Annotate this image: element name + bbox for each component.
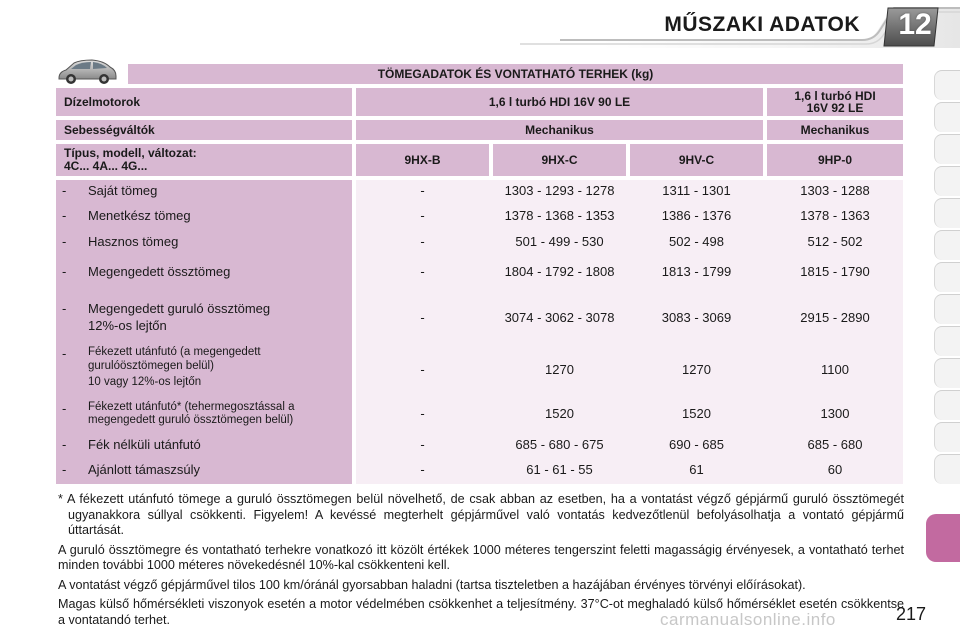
table-cell: 1100 [821, 362, 849, 377]
engine-b-line1: 1,6 l turbó HDI [794, 89, 876, 103]
gearbox-b-text: Mechanikus [800, 123, 870, 137]
side-tab[interactable] [934, 358, 960, 388]
row-label-text: Saját tömeg [88, 183, 158, 198]
table-cell: 61 - 61 - 55 [526, 462, 593, 477]
side-tab[interactable] [934, 166, 960, 196]
engine-a-text: 1,6 l turbó HDI 16V 90 LE [488, 95, 631, 109]
row-label-text: Menetkész tömeg [88, 208, 191, 223]
table-cell: 1804 - 1792 - 1808 [504, 264, 615, 279]
row-label-cont-text: megengedett guruló össztömegen belül) [88, 414, 294, 426]
table-cell: 3074 - 3062 - 3078 [504, 310, 615, 325]
chapter-number: 12 [898, 8, 932, 41]
side-tab[interactable] [934, 134, 960, 164]
page-number: 217 [896, 604, 927, 624]
row-dash: - [62, 301, 67, 316]
row-dash: - [62, 346, 67, 361]
gearbox-label [56, 120, 352, 140]
row-label-text: Megengedett össztömeg [88, 264, 231, 279]
row-label-text: Fékezett utánfutó* (tehermegosztással a [88, 401, 295, 413]
row-dash: - [62, 437, 67, 452]
type-col-1 [356, 144, 489, 176]
page-title: MŰSZAKI ADATOK [664, 13, 860, 36]
table-cell: 3083 - 3069 [661, 310, 732, 325]
table-cell: 1378 - 1368 - 1353 [504, 208, 615, 223]
table-cell: 1386 - 1376 [661, 208, 732, 223]
row-dash: - [62, 183, 67, 198]
table-cell: - [420, 234, 425, 249]
side-tab[interactable] [934, 262, 960, 292]
watermark: carmanualsonline.info [660, 610, 836, 629]
row-sublabel-text: 10 vagy 12%-os lejtőn [88, 376, 202, 388]
note-paragraph: A vontatást végző gépjárművel tilos 100 km/óránál gyorsabban haladni (tartsa tiszteletben a hazájában érvényes törvényi előírásokat). [58, 577, 806, 592]
row-label-text: Ajánlott támaszsúly [88, 462, 200, 477]
table-cell: 501 - 499 - 530 [515, 234, 604, 249]
engine-label-text: Dízelmotorok [64, 95, 141, 109]
table-cell: 1815 - 1790 [800, 264, 870, 279]
type-col-1-text: 9HX-B [404, 153, 441, 167]
side-tab[interactable] [934, 294, 960, 324]
gearbox-b [767, 120, 903, 140]
table-cell: 1303 - 1293 - 1278 [504, 183, 615, 198]
engine-a [356, 88, 763, 116]
car-icon [56, 58, 118, 86]
table-cell: - [420, 437, 425, 452]
row-dash: - [62, 264, 67, 279]
table-cell: 1813 - 1799 [661, 264, 732, 279]
table-cell: 1270 [545, 362, 574, 377]
side-tab[interactable] [934, 198, 960, 228]
footnote: * A fékezett utánfutó tömege a guruló össztömegen belül növelhető, de csak abban az esetben, ha a vontatást végző gépjármű guruló össztömegét ugyanakkora súllyal csökkenti. Figyelem! A kevéssé megterhelt gépjárművel való vontatás kedvezőtlenül befolyásolhatja a vontató gépjármű úttartását. [58, 492, 904, 537]
table-cell: - [420, 183, 425, 198]
type-col-3 [630, 144, 763, 176]
table-cell: 1520 [682, 406, 711, 421]
engine-b [767, 88, 903, 116]
side-tab[interactable] [934, 102, 960, 132]
engine-b-line2: 16V 92 LE [806, 101, 864, 115]
note-paragraph: Magas külső hőmérsékleti viszonyok esetén a motor védelmében csökkenhet a teljesítmény. 37°C-ot meghaladó külső hőmérséklet esetén csökkentse a vontatandó terhet. [58, 597, 904, 627]
table-cell: 690 - 685 [669, 437, 724, 452]
row-dash: - [62, 208, 67, 223]
gearbox-a [356, 120, 763, 140]
type-label [56, 144, 352, 176]
row-sublabel-text: 12%-os lejtőn [88, 318, 167, 333]
type-label-line2: 4C... 4A... 4G... [64, 159, 148, 173]
table-cell: 512 - 502 [807, 234, 863, 249]
table-cell: - [420, 462, 425, 477]
row-label-text: Fékezett utánfutó (a megengedett [88, 346, 261, 358]
side-tab[interactable] [934, 230, 960, 260]
table-cell: 60 [827, 462, 843, 477]
side-tab[interactable] [934, 454, 960, 484]
side-tabs [926, 70, 960, 630]
table-cell: 1270 [682, 362, 711, 377]
table-cell: 1300 [820, 406, 850, 421]
table-cell: - [420, 208, 425, 223]
table-cell: 1378 - 1363 [800, 208, 870, 223]
table-cell: - [420, 310, 425, 325]
side-tab-active[interactable] [926, 514, 960, 562]
table-title: TÖMEGADATOK ÉS VONTATHATÓ TERHEK (kg) [128, 64, 903, 84]
type-col-4 [767, 144, 903, 176]
type-col-2-text: 9HX-C [541, 153, 578, 167]
side-tab[interactable] [934, 422, 960, 452]
type-col-3-text: 9HV-C [678, 153, 715, 167]
table-cell: - [420, 406, 425, 421]
table-cell: 1520 [545, 406, 574, 421]
row-dash: - [62, 462, 67, 477]
table-cell: 502 - 498 [669, 234, 724, 249]
row-label-text: Megengedett guruló össztömeg [88, 301, 271, 316]
table-cell: 685 - 680 [807, 437, 863, 452]
side-tab[interactable] [934, 70, 960, 100]
type-col-4-text: 9HP-0 [817, 153, 852, 167]
side-tab[interactable] [934, 326, 960, 356]
row-dash: - [62, 234, 67, 249]
table-cell: - [420, 264, 425, 279]
table-cell: - [420, 362, 425, 377]
table-cell: 1311 - 1301 [662, 183, 731, 198]
note-paragraph: A guruló össztömegre és vontatható terhekre vonatkozó itt közölt értékek 1000 méteres tengerszint feletti magasságig érvényesek, a vontatható terhet minden további 1000 méteres növekedésnél 10%-kal csökkenteni kell. [58, 542, 904, 572]
row-label-text: Hasznos tömeg [88, 234, 179, 249]
row-label-text: Fék nélküli utánfutó [88, 437, 201, 452]
row-label-cont-text: gurulóösztömegen belül) [88, 360, 214, 372]
table-cell: 61 [689, 462, 704, 477]
side-tab[interactable] [934, 390, 960, 420]
gearbox-label-text: Sebességváltók [64, 123, 155, 137]
row-dash: - [62, 401, 67, 416]
type-col-2 [493, 144, 626, 176]
engine-label [56, 88, 352, 116]
type-label-line1: Típus, modell, változat: [64, 146, 197, 160]
table-cell: 685 - 680 - 675 [515, 437, 604, 452]
gearbox-a-text: Mechanikus [525, 123, 594, 137]
table-cell: 2915 - 2890 [800, 310, 870, 325]
table-cell: 1303 - 1288 [800, 183, 870, 198]
